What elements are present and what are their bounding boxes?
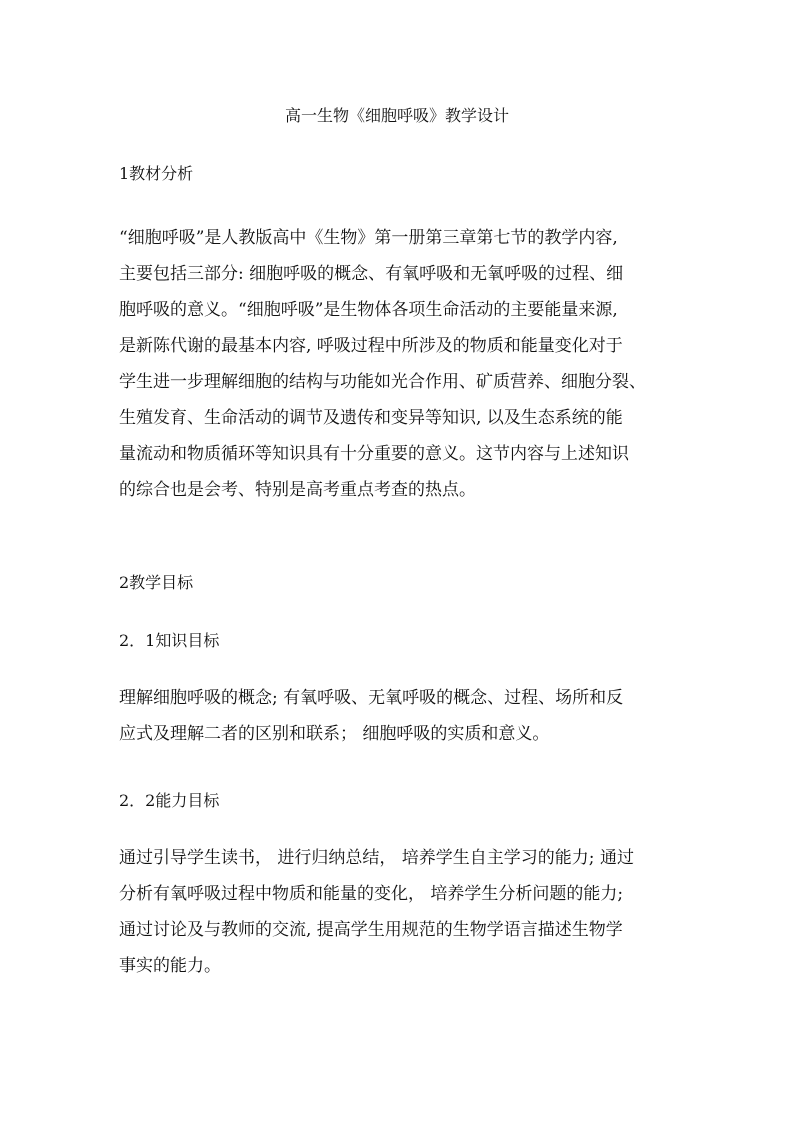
paragraph-line: 是新陈代谢的最基本内容, 呼吸过程中所涉及的物质和能量变化对于 xyxy=(119,336,623,356)
paragraph-line: 量流动和物质循环等知识具有十分重要的意义。这节内容与上述知识 xyxy=(119,444,629,464)
paragraph-line: 学生进一步理解细胞的结构与功能如光合作用、矿质营养、细胞分裂、 xyxy=(119,372,646,392)
paragraph-line: 分析有氧呼吸过程中物质和能量的变化， 培养学生分析问题的能力; xyxy=(119,884,624,904)
paragraph-line: 主要包括三部分: 细胞呼吸的概念、有氧呼吸和无氧呼吸的过程、细 xyxy=(119,264,624,284)
paragraph-line: 的综合也是会考、特别是高考重点考查的热点。 xyxy=(119,480,476,500)
paragraph-line: 应式及理解二者的区别和联系； 细胞呼吸的实质和意义。 xyxy=(119,724,550,744)
document-title: 高一生物《细胞呼吸》教学设计 xyxy=(284,106,509,125)
paragraph-ability-objectives xyxy=(119,840,677,984)
paragraph-line: 生殖发育、生命活动的调节及遗传和变异等知识, 以及生态系统的能 xyxy=(119,408,623,428)
paragraph-line: 事实的能力。 xyxy=(119,956,221,976)
paragraph-knowledge-objectives xyxy=(119,680,677,752)
paragraph-textbook-analysis xyxy=(119,220,677,508)
paragraph-line: “细胞呼吸”是人教版高中《生物》第一册第三章第七节的教学内容, xyxy=(119,228,618,248)
section-heading-textbook-analysis: 1教材分析 xyxy=(119,164,194,183)
subsection-heading-ability-objectives: 2．2能力目标 xyxy=(119,791,220,810)
paragraph-line: 通过引导学生读书， 进行归纳总结， 培养学生自主学习的能力; 通过 xyxy=(119,848,634,868)
paragraph-line: 理解细胞呼吸的概念; 有氧呼吸、无氧呼吸的概念、过程、场所和反 xyxy=(119,688,624,708)
section-heading-teaching-objectives: 2教学目标 xyxy=(119,573,194,592)
subsection-heading-knowledge-objectives: 2．1知识目标 xyxy=(119,631,220,650)
paragraph-line: 通过讨论及与教师的交流, 提高学生用规范的生物学语言描述生物学 xyxy=(119,920,623,940)
paragraph-line: 胞呼吸的意义。“细胞呼吸”是生物体各项生命活动的主要能量来源, xyxy=(119,300,618,320)
